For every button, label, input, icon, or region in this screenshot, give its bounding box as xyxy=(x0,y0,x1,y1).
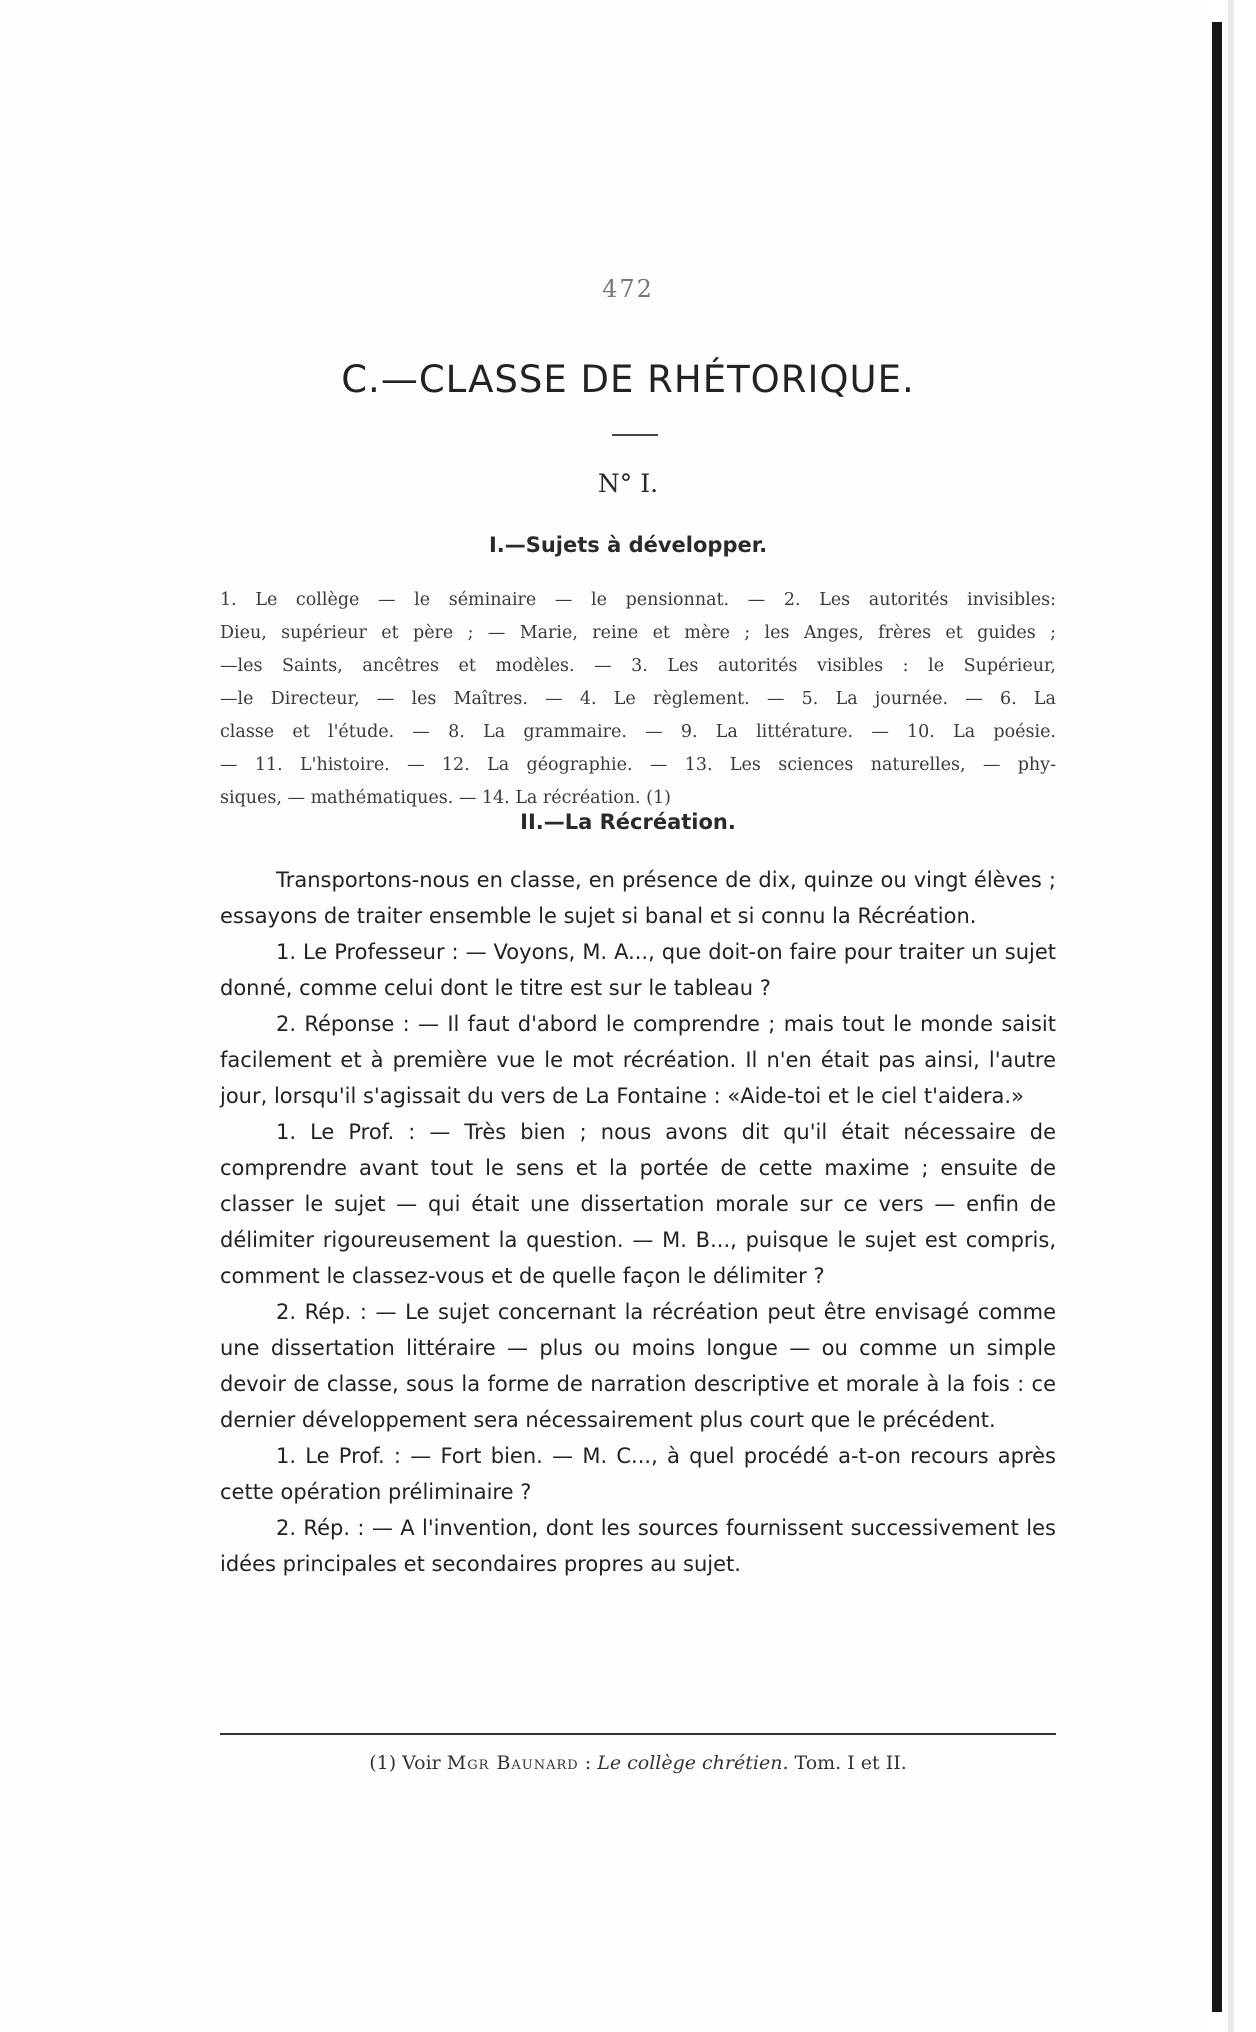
footnote-tail: Tom. I et II. xyxy=(788,1752,907,1774)
subjects-line: —les Saints, ancêtres et modèles. — 3. Les autorités visibles : le Supérieur, xyxy=(220,656,1056,676)
subjects-line: siques, — mathématiques. — 14. La récréation. (1) xyxy=(220,788,671,808)
section-heading-recreation: II.—La Récréation. xyxy=(520,810,736,834)
subjects-line: —le Directeur, — les Maîtres. — 4. Le règlement. — 5. La journée. — 6. La xyxy=(220,689,1056,709)
footnote-author: Mgr Baunard xyxy=(446,1752,579,1774)
paragraph: 1. Le Prof. : — Fort bien. — M. C..., à quel procédé a-t-on recours après cette opération préliminaire ? xyxy=(220,1444,1056,1504)
paragraph: 1. Le Professeur : — Voyons, M. A..., que doit-on faire pour traiter un sujet donné, comme celui dont le titre est sur le tableau ? xyxy=(220,940,1056,1000)
footnote-work: Le collège chrétien. xyxy=(597,1752,789,1774)
subjects-line: classe et l'étude. — 8. La grammaire. — 9. La littérature. — 10. La poésie. xyxy=(220,722,1056,742)
footnote-prefix: (1) Voir xyxy=(369,1752,447,1774)
paragraph: 2. Rép. : — Le sujet concernant la récréation peut être envisagé comme une dissertation littéraire — plus ou moins longue — ou comme un simple devoir de classe, sous la forme de narration descriptive et morale à la fois : ce dernier développement sera nécessairement plus court que le précédent. xyxy=(220,1300,1056,1432)
subjects-line: Dieu, supérieur et père ; — Marie, reine et mère ; les Anges, frères et guides ; xyxy=(220,623,1056,643)
footnote-separator: : xyxy=(578,1752,598,1774)
page-edge xyxy=(1208,0,1256,2032)
dialogue-body xyxy=(220,862,1056,1582)
footnote-rule xyxy=(220,1733,1056,1735)
subjects-line: — 11. L'histoire. — 12. La géographie. — 13. Les sciences naturelles, — phy- xyxy=(220,755,1056,775)
binding-shadow xyxy=(1212,22,1222,2012)
binding-edge xyxy=(1228,0,1234,2032)
paragraph: 2. Rép. : — A l'invention, dont les sources fournissent successivement les idées principales et secondaires propres au sujet. xyxy=(220,1516,1056,1576)
section-number: N° I. xyxy=(597,469,659,498)
subjects-line: 1. Le collège — le séminaire — le pensionnat. — 2. Les autorités invisibles: xyxy=(220,590,1056,610)
page-number: 472 xyxy=(602,275,654,303)
subjects-list xyxy=(220,584,1056,815)
title-divider xyxy=(612,434,658,436)
footnote xyxy=(220,1752,1056,1774)
section-heading-sujets: I.—Sujets à développer. xyxy=(488,533,768,557)
paragraph: 2. Réponse : — Il faut d'abord le comprendre ; mais tout le monde saisit facilement et à première vue le mot récréation. Il n'en était pas ainsi, l'autre jour, lorsqu'il s'agissait du vers de La Fontaine : «Aide-toi et le ciel t'aidera.» xyxy=(220,1012,1056,1108)
chapter-title: C.—CLASSE DE RHÉTORIQUE. xyxy=(341,358,915,401)
paragraph: Transportons-nous en classe, en présence de dix, quinze ou vingt élèves ; essayons de traiter ensemble le sujet si banal et si connu la Récréation. xyxy=(220,868,1056,928)
paragraph: 1. Le Prof. : — Très bien ; nous avons dit qu'il était nécessaire de comprendre avant tout le sens et la portée de cette maxime ; ensuite de classer le sujet — qui était une dissertation morale sur ce vers — enfin de délimiter rigoureusement la question. — M. B..., puisque le sujet est compris, comment le classez-vous et de quelle façon le délimiter ? xyxy=(220,1120,1056,1288)
